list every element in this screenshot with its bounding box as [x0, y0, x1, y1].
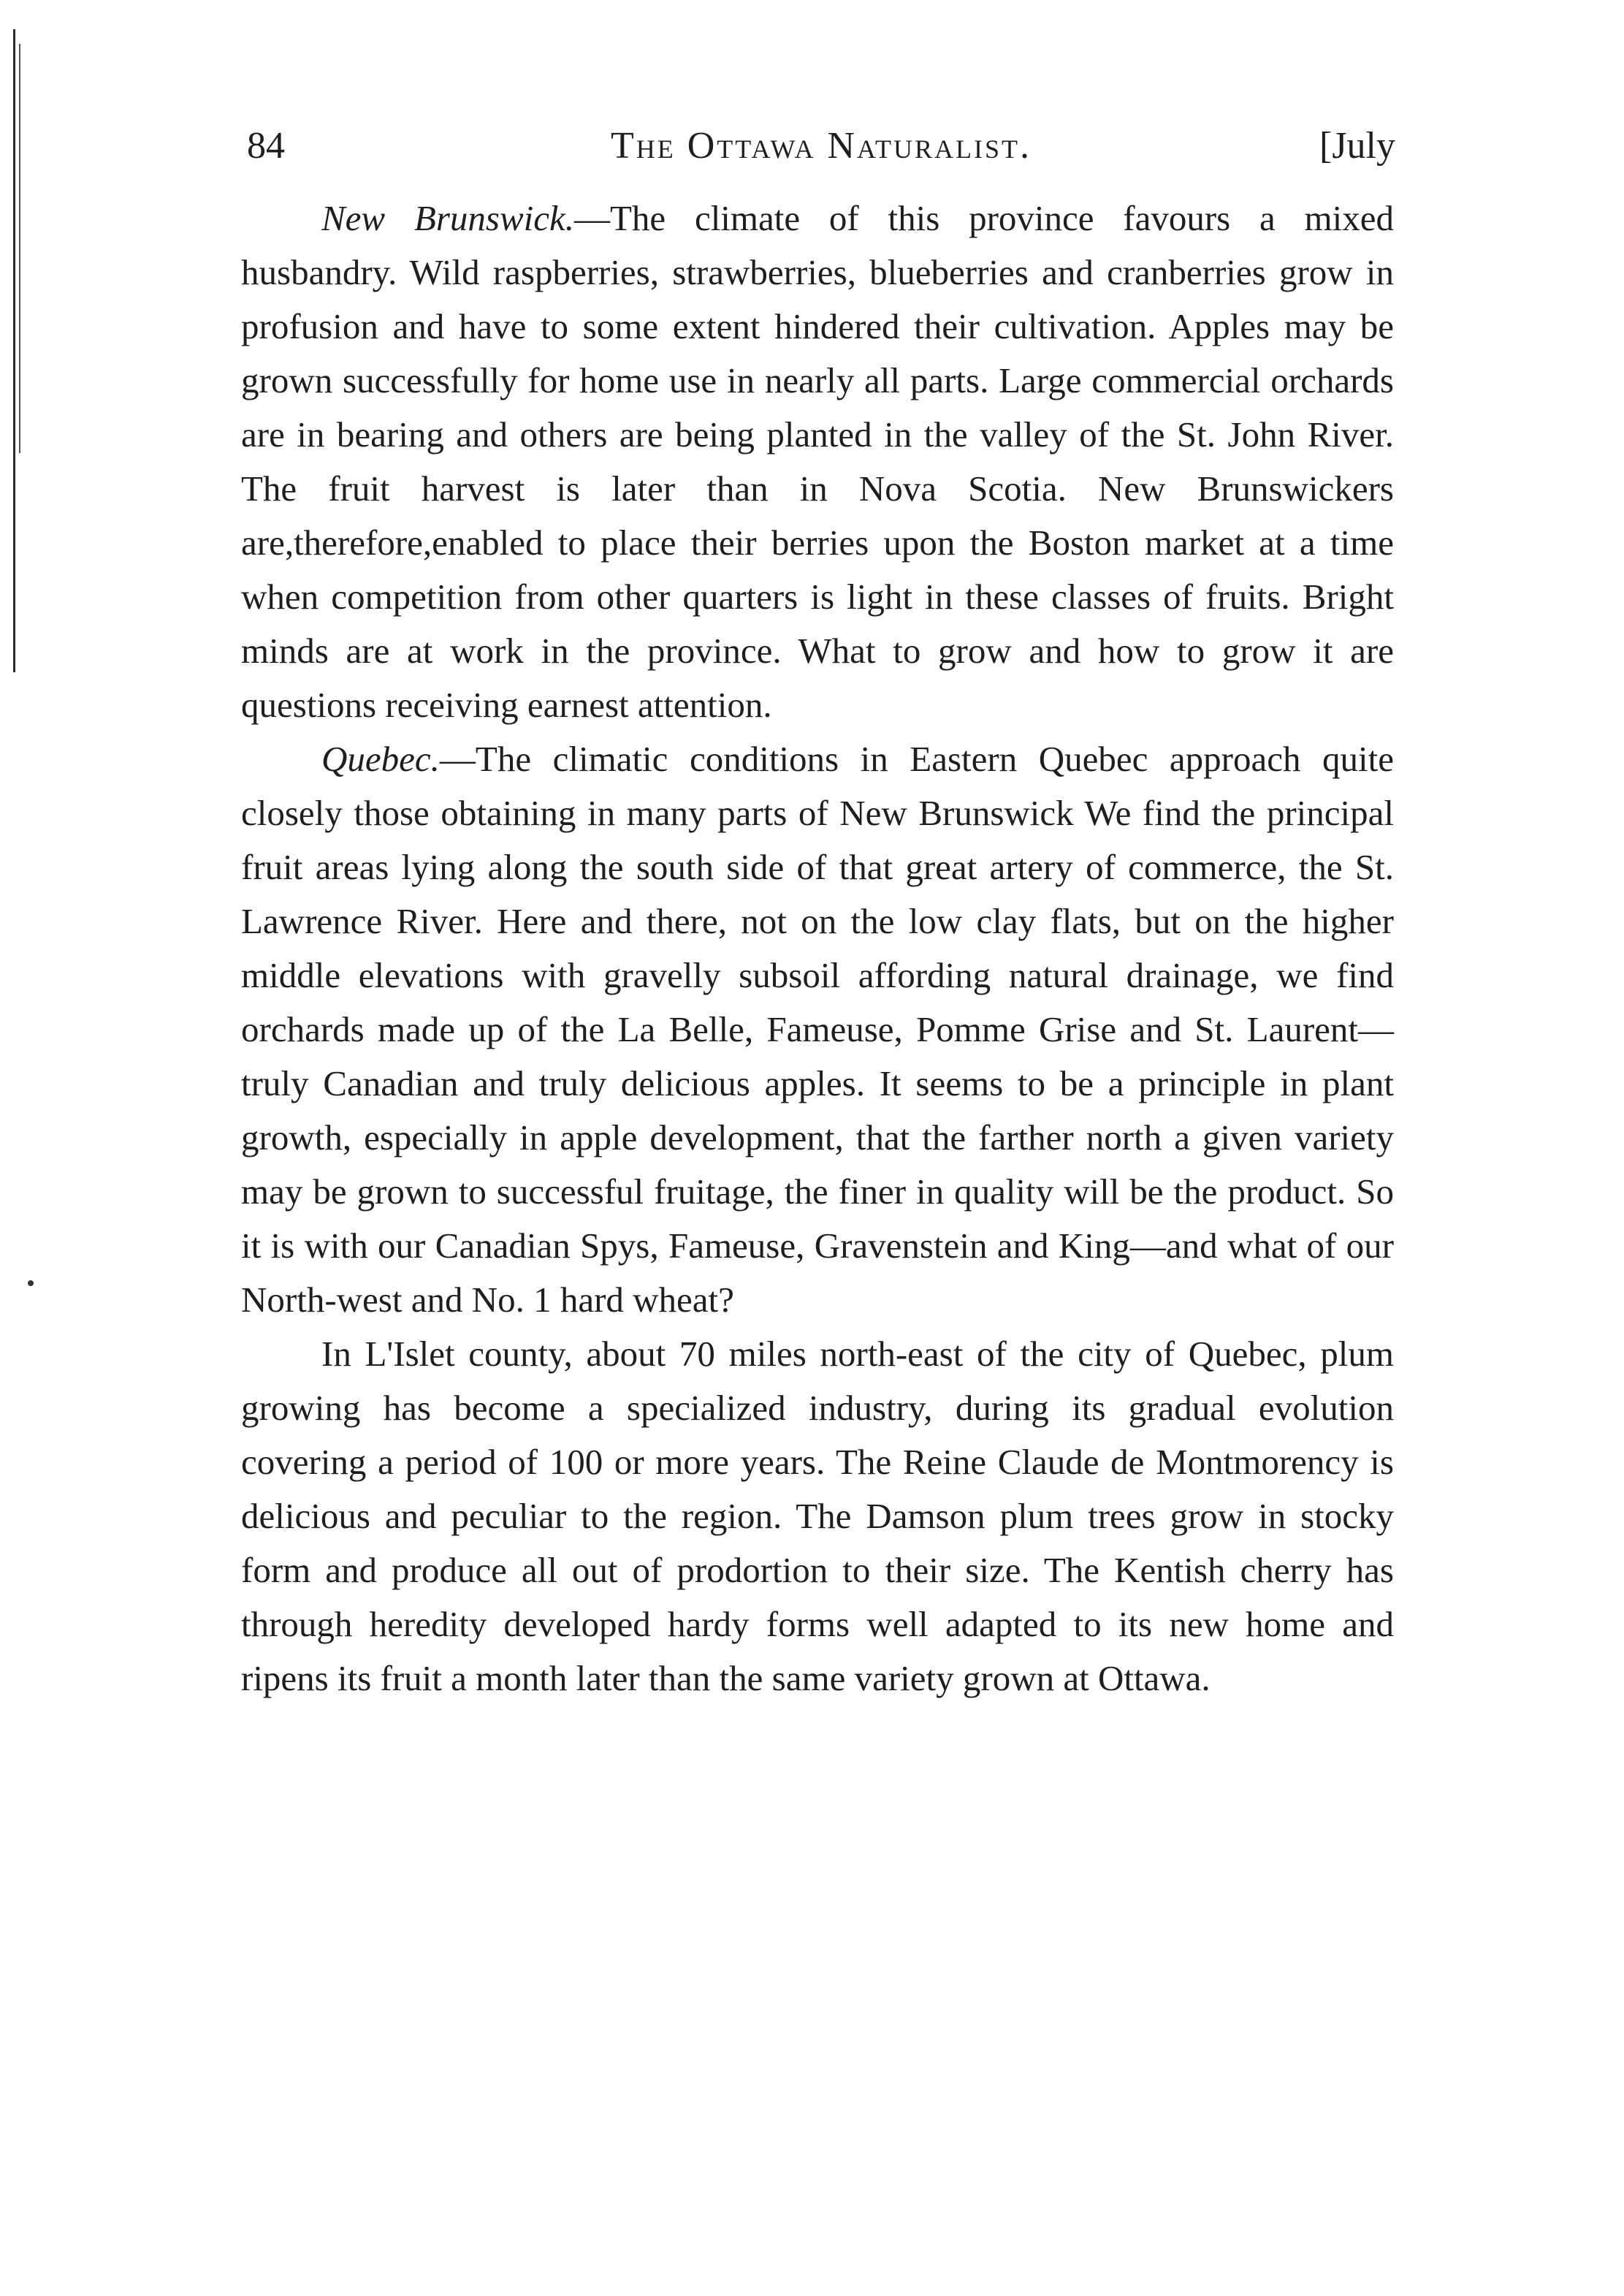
paragraph-text: In L'Islet county, about 70 miles north-east of the city of Quebec, plum growing has become a specialized industry, during its gradual evolution covering a period of 100 or more years. The Reine Claude de Montmorency is delicious and peculiar to the region. The Damson plum trees grow in stocky form and produce all out of prodortion to their size. The Kentish cherry has through heredity developed hardy forms well adapted to its new home and ripens its fruit a month later than the same variety grown at Ottawa.: [241, 1334, 1394, 1698]
scan-speck: [28, 1280, 34, 1286]
paragraph-lislet: [241, 1327, 1394, 1706]
scan-binding-edge-inner: [19, 44, 20, 453]
running-title: The Ottawa Naturalist.: [610, 125, 1032, 167]
scan-binding-edge: [13, 29, 15, 672]
section-label-quebec: Quebec.: [321, 739, 440, 779]
section-label-new-brunswick: New Brunswick.: [321, 198, 574, 238]
running-date: [July: [1319, 125, 1395, 167]
page-header: [247, 117, 1395, 175]
page-number: 84: [247, 125, 285, 167]
paragraph-quebec: [241, 732, 1394, 1327]
paragraph-new-brunswick: [241, 191, 1394, 732]
paragraph-text: —The climatic conditions in Eastern Quebec approach quite closely those obtaining in many parts of New Brunswick We find the principal fruit areas lying along the south side of that great artery of commerce, the St. Lawrence River. Here and there, not on the low clay flats, but on the higher middle elevations with gravelly subsoil affording natural drainage, we find orchards made up of the La Belle, Fameuse, Pomme Grise and St. Laurent—truly Canadian and truly delicious apples. It seems to be a principle in plant growth, especially in apple development, that the farther north a given variety may be grown to successful fruitage, the finer in quality will be the product. So it is with our Canadian Spys, Fameuse, Gravenstein and King—and what of our North-west and No. 1 hard wheat?: [241, 739, 1394, 1320]
body-text: [241, 191, 1394, 1706]
paragraph-text: —The climate of this province favours a mixed husbandry. Wild raspberries, strawberries, blueberries and cranberries grow in profusion and have to some extent hindered their cultivation. Apples may be grown successfully for home use in nearly all parts. Large commercial orchards are in bearing and others are being planted in the valley of the St. John River. The fruit harvest is later than in Nova Scotia. New Brunswickers are,therefore,enabled to place their berries upon the Boston market at a time when competition from other quarters is light in these classes of fruits. Bright minds are at work in the province. What to grow and how to grow it are questions receiving earnest attention.: [241, 198, 1394, 725]
